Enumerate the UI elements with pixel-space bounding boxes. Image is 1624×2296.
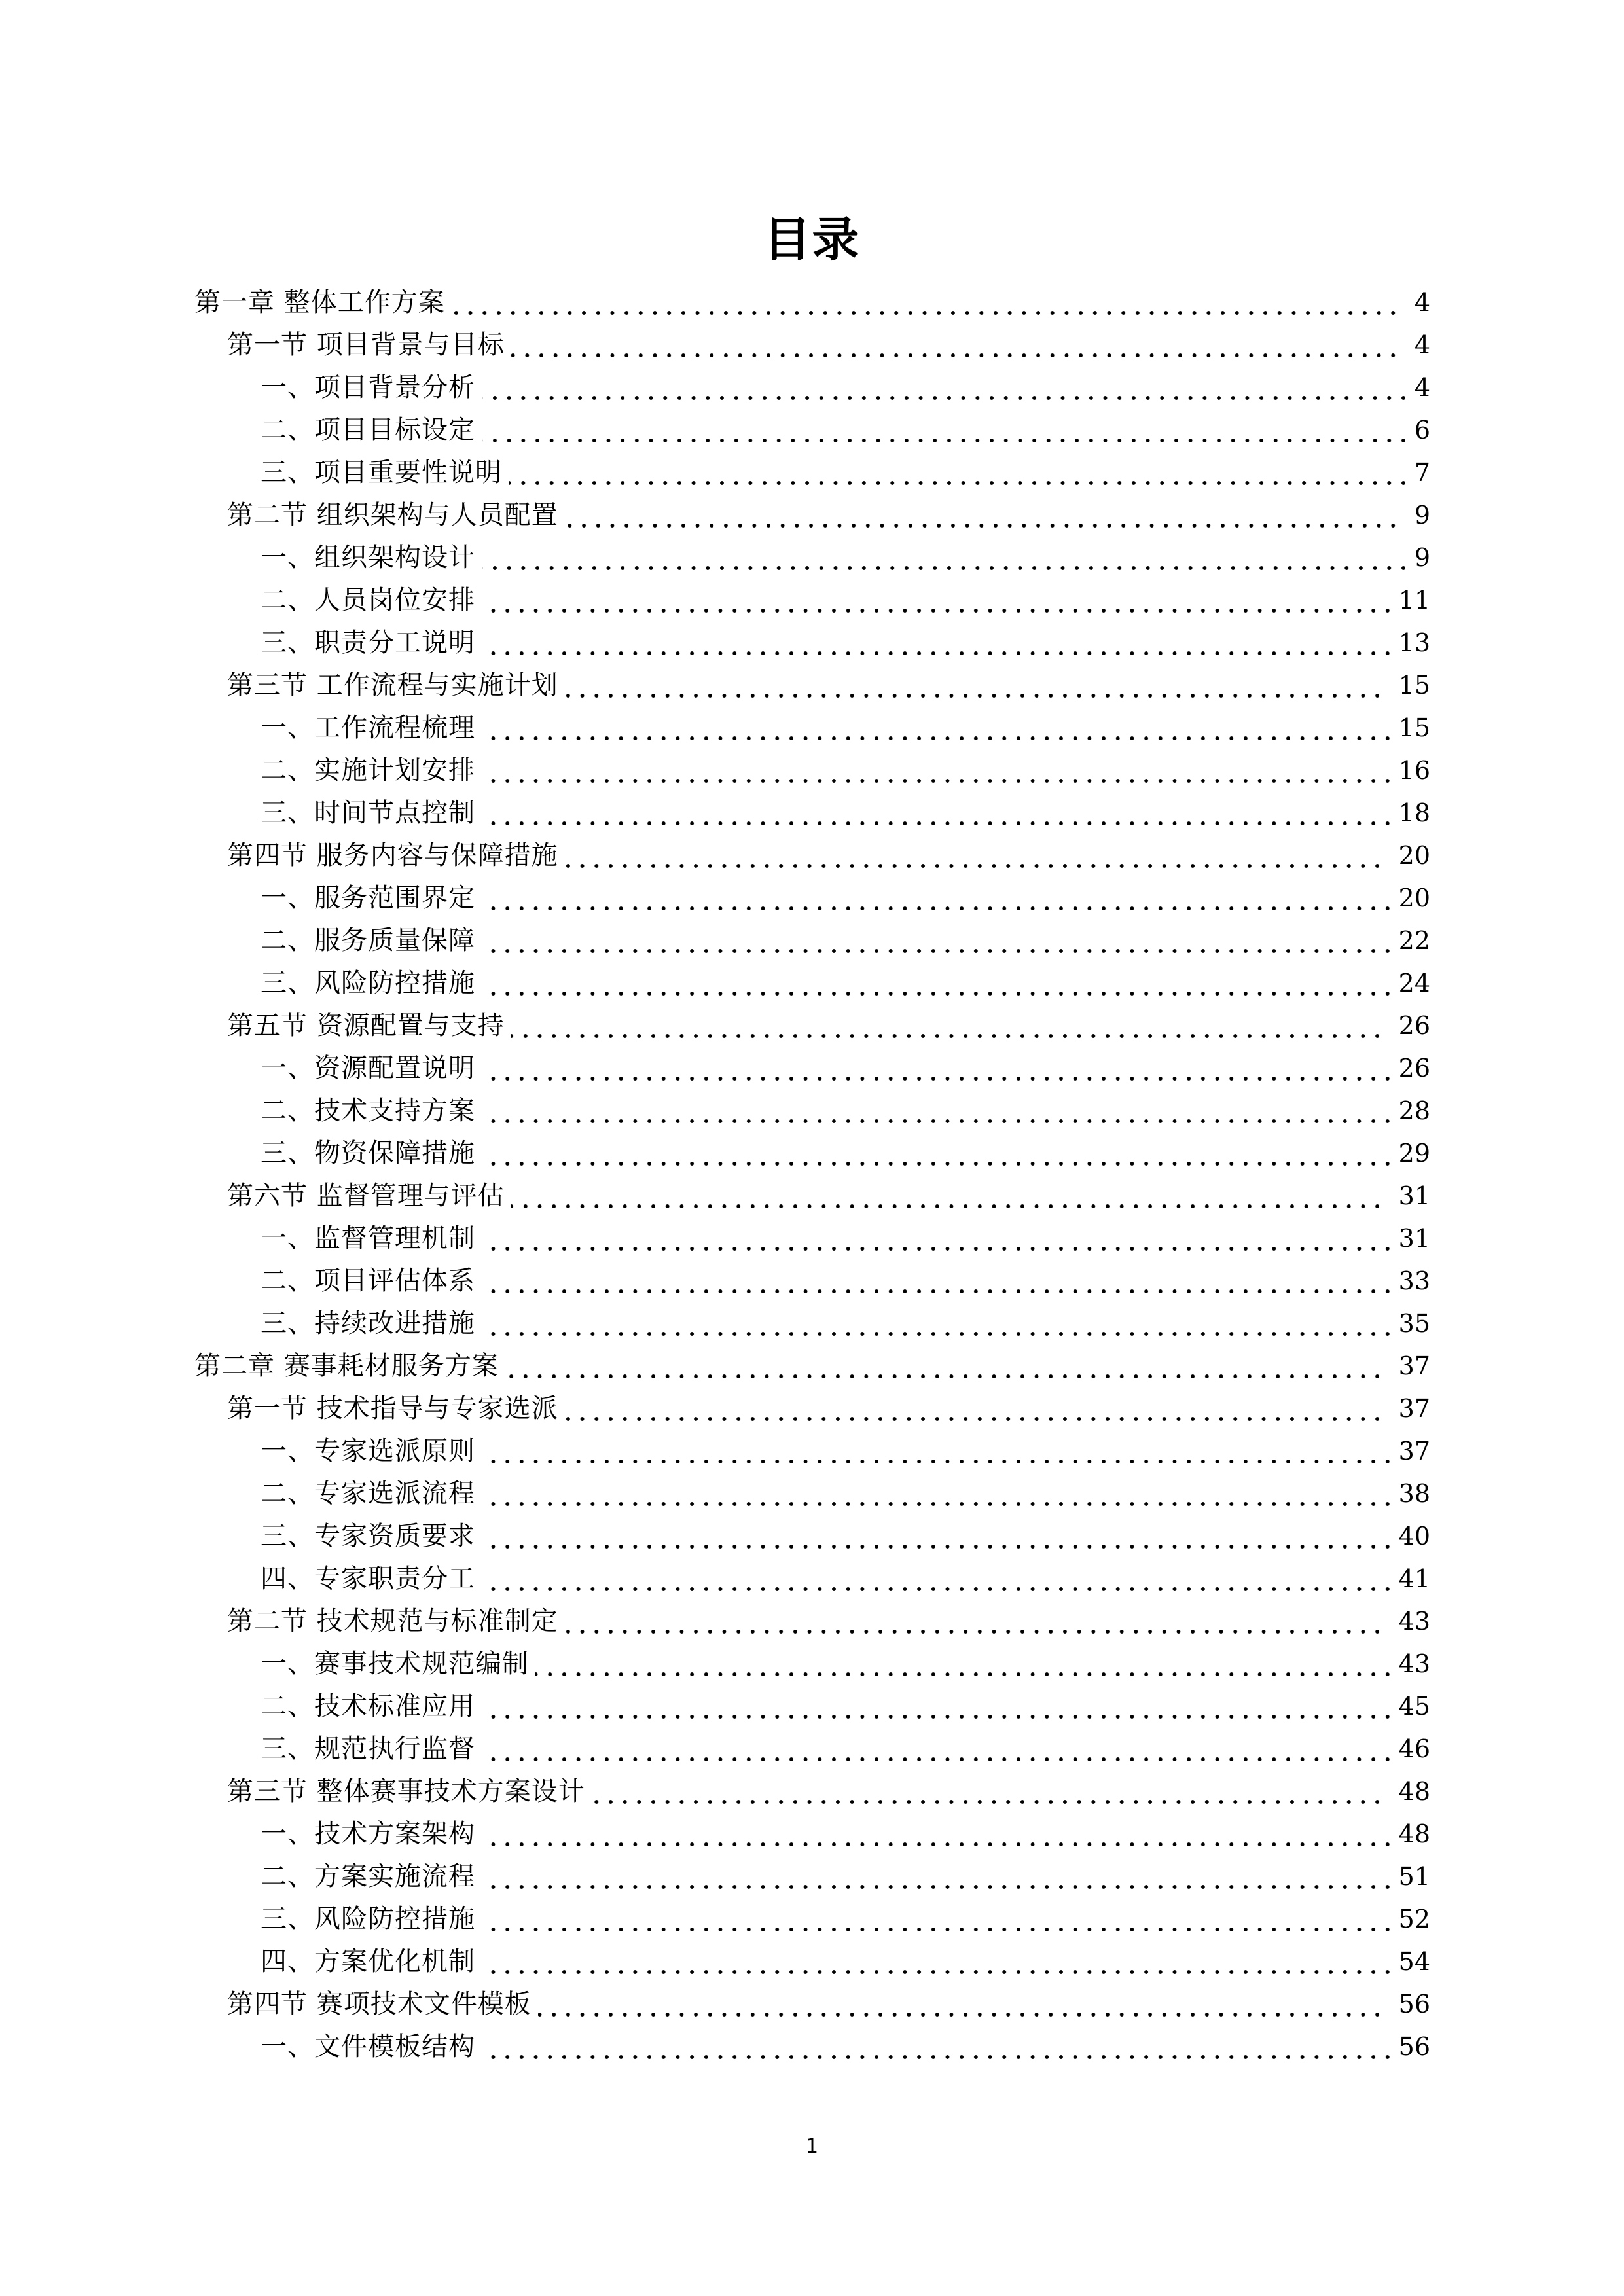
dot-leader — [592, 1770, 1384, 1813]
dot-leader — [482, 622, 1395, 664]
toc-subsection-entry[interactable] — [261, 1813, 1430, 1856]
toc-entry-page-number: 43 — [1398, 1649, 1430, 1678]
toc-entry-page-number: 48 — [1398, 1776, 1430, 1806]
toc-subsection-entry[interactable] — [261, 1132, 1430, 1175]
toc-subsection-entry[interactable] — [261, 1260, 1430, 1302]
dot-leader — [482, 1217, 1395, 1260]
toc-section-entry[interactable] — [227, 1388, 1430, 1430]
toc-subsection-entry[interactable] — [261, 409, 1430, 452]
toc-subsection-entry[interactable] — [261, 1558, 1430, 1600]
toc-entry-page-number: 46 — [1398, 1734, 1430, 1763]
toc-entry-page-number: 54 — [1398, 1946, 1430, 1976]
toc-section-entry[interactable] — [227, 1770, 1430, 1813]
toc-entry-page-number: 20 — [1398, 883, 1430, 912]
toc-entry-label: 二、项目目标设定 — [261, 414, 475, 445]
toc-entry-page-number: 20 — [1398, 840, 1430, 870]
toc-subsection-entry[interactable] — [261, 1430, 1430, 1473]
toc-subsection-entry[interactable] — [261, 1515, 1430, 1558]
toc-subsection-entry[interactable] — [261, 1898, 1430, 1941]
toc-section-entry[interactable] — [227, 664, 1430, 707]
toc-entry-label: 一、组织架构设计 — [261, 542, 475, 573]
toc-subsection-entry[interactable] — [261, 1643, 1430, 1685]
dot-leader — [482, 1090, 1395, 1132]
toc-entry-page-number: 29 — [1398, 1138, 1430, 1168]
dot-leader — [482, 1047, 1395, 1090]
toc-entry-label: 一、专家选派原则 — [261, 1435, 475, 1466]
toc-entry-page-number: 26 — [1398, 1011, 1430, 1040]
toc-entry-label: 二、方案实施流程 — [261, 1861, 475, 1892]
toc-subsection-entry[interactable] — [261, 1685, 1430, 1728]
toc-subsection-entry[interactable] — [261, 1090, 1430, 1132]
dot-leader — [565, 664, 1384, 707]
toc-entry-label: 第一节 技术指导与专家选派 — [227, 1393, 558, 1424]
toc-section-entry[interactable] — [227, 1175, 1430, 1217]
dot-leader — [482, 1558, 1395, 1600]
toc-entry-page-number: 33 — [1398, 1266, 1430, 1295]
dot-leader — [565, 1388, 1384, 1430]
toc-entry-page-number: 48 — [1398, 1819, 1430, 1848]
toc-entry-label: 三、专家资质要求 — [261, 1520, 475, 1551]
toc-entry-label: 一、项目背景分析 — [261, 372, 475, 403]
toc-section-entry[interactable] — [227, 324, 1430, 367]
dot-leader — [482, 792, 1395, 834]
dot-leader — [482, 877, 1395, 920]
toc-entry-label: 第六节 监督管理与评估 — [227, 1180, 505, 1211]
toc-entry-label: 二、服务质量保障 — [261, 925, 475, 956]
dot-leader — [565, 1600, 1384, 1643]
toc-subsection-entry[interactable] — [261, 749, 1430, 792]
toc-entry-page-number: 41 — [1398, 1564, 1430, 1593]
page-number-footer: 1 — [805, 2135, 819, 2158]
toc-entry-label: 第二节 组织架构与人员配置 — [227, 499, 558, 530]
toc-entry-page-number: 4 — [1414, 330, 1430, 359]
toc-entry-page-number: 37 — [1398, 1436, 1430, 1465]
dot-leader — [482, 1898, 1395, 1941]
toc-entry-label: 四、专家职责分工 — [261, 1563, 475, 1594]
toc-entry-page-number: 22 — [1398, 925, 1430, 955]
toc-entry-label: 二、技术标准应用 — [261, 1691, 475, 1721]
dot-leader — [482, 707, 1395, 749]
dot-leader — [511, 1175, 1384, 1217]
toc-entry-label: 第四节 赛项技术文件模板 — [227, 1988, 532, 2019]
toc-section-entry[interactable] — [227, 1983, 1430, 2026]
toc-subsection-entry[interactable] — [261, 452, 1430, 494]
dot-leader — [482, 1685, 1395, 1728]
toc-entry-page-number: 35 — [1398, 1308, 1430, 1338]
toc-entry-page-number: 16 — [1398, 755, 1430, 785]
toc-entry-label: 第一节 项目背景与目标 — [227, 329, 505, 360]
dot-leader — [565, 834, 1384, 877]
toc-subsection-entry[interactable] — [261, 920, 1430, 962]
toc-subsection-entry[interactable] — [261, 1302, 1430, 1345]
toc-entry-page-number: 26 — [1398, 1053, 1430, 1083]
dot-leader — [509, 452, 1411, 494]
dot-leader — [482, 1813, 1395, 1856]
dot-leader — [482, 920, 1395, 962]
toc-entry-page-number: 24 — [1398, 968, 1430, 997]
dot-leader — [482, 1260, 1395, 1302]
toc-entry-label: 二、专家选派流程 — [261, 1478, 475, 1509]
toc-entry-label: 一、资源配置说明 — [261, 1052, 475, 1083]
toc-entry-label: 第三节 工作流程与实施计划 — [227, 670, 558, 700]
toc-entry-page-number: 38 — [1398, 1479, 1430, 1508]
dot-leader — [538, 1983, 1384, 2026]
toc-chapter-entry[interactable] — [194, 281, 1430, 324]
toc-entry-label: 四、方案优化机制 — [261, 1946, 475, 1977]
toc-entry-label: 三、持续改进措施 — [261, 1308, 475, 1338]
toc-entry-label: 一、服务范围界定 — [261, 882, 475, 913]
toc-entry-label: 第三节 整体赛事技术方案设计 — [227, 1776, 585, 1806]
toc-subsection-entry[interactable] — [261, 1473, 1430, 1515]
dot-leader — [482, 1473, 1395, 1515]
dot-leader — [482, 2026, 1395, 2068]
toc-entry-page-number: 43 — [1398, 1606, 1430, 1636]
dot-leader — [482, 1728, 1395, 1770]
toc-subsection-entry[interactable] — [261, 877, 1430, 920]
toc-subsection-entry[interactable] — [261, 1856, 1430, 1898]
toc-entry-label: 第一章 整体工作方案 — [194, 287, 445, 317]
toc-title: 目录 — [763, 211, 861, 267]
toc-entry-label: 一、赛事技术规范编制 — [261, 1648, 529, 1679]
toc-entry-page-number: 56 — [1398, 2032, 1430, 2061]
toc-entry-label: 三、时间节点控制 — [261, 797, 475, 828]
toc-entry-page-number: 7 — [1414, 457, 1430, 487]
toc-entry-label: 一、技术方案架构 — [261, 1818, 475, 1849]
toc-entry-label: 二、实施计划安排 — [261, 755, 475, 785]
dot-leader — [482, 1856, 1395, 1898]
toc-entry-page-number: 51 — [1398, 1861, 1430, 1891]
toc-entry-label: 第二章 赛事耗材服务方案 — [194, 1350, 499, 1381]
toc-entry-page-number: 40 — [1398, 1521, 1430, 1551]
toc-subsection-entry[interactable] — [261, 622, 1430, 664]
toc-entry-label: 一、工作流程梳理 — [261, 712, 475, 743]
toc-entry-page-number: 6 — [1414, 415, 1430, 444]
toc-subsection-entry[interactable] — [261, 792, 1430, 834]
dot-leader — [482, 1430, 1395, 1473]
dot-leader — [565, 494, 1400, 537]
toc-entry-label: 三、项目重要性说明 — [261, 457, 502, 488]
toc-entry-label: 三、物资保障措施 — [261, 1138, 475, 1168]
dot-leader — [482, 962, 1395, 1005]
toc-section-entry[interactable] — [227, 1005, 1430, 1047]
toc-entry-label: 二、项目评估体系 — [261, 1265, 475, 1296]
toc-subsection-entry[interactable] — [261, 537, 1430, 579]
toc-entry-label: 三、风险防控措施 — [261, 1903, 475, 1934]
toc-subsection-entry[interactable] — [261, 1047, 1430, 1090]
toc-entry-label: 三、规范执行监督 — [261, 1733, 475, 1764]
dot-leader — [452, 281, 1400, 324]
toc-entry-label: 二、人员岗位安排 — [261, 584, 475, 615]
toc-subsection-entry[interactable] — [261, 707, 1430, 749]
toc-section-entry[interactable] — [227, 1600, 1430, 1643]
toc-chapter-entry[interactable] — [194, 1345, 1430, 1388]
toc-entry-page-number: 4 — [1414, 287, 1430, 317]
toc-subsection-entry[interactable] — [261, 579, 1430, 622]
dot-leader — [482, 1941, 1395, 1983]
toc-subsection-entry[interactable] — [261, 2026, 1430, 2068]
toc-entry-page-number: 15 — [1398, 713, 1430, 742]
toc-entry-page-number: 11 — [1398, 585, 1430, 615]
toc-entry-page-number: 31 — [1398, 1181, 1430, 1210]
dot-leader — [482, 1302, 1395, 1345]
toc-entry-page-number: 37 — [1398, 1351, 1430, 1380]
dot-leader — [482, 409, 1411, 452]
toc-subsection-entry[interactable] — [261, 962, 1430, 1005]
toc-entry-label: 第五节 资源配置与支持 — [227, 1010, 505, 1041]
dot-leader — [505, 1345, 1384, 1388]
toc-entry-page-number: 13 — [1398, 628, 1430, 657]
toc-entry-page-number: 9 — [1414, 543, 1430, 572]
toc-entry-label: 第四节 服务内容与保障措施 — [227, 840, 558, 870]
toc-entry-page-number: 52 — [1398, 1904, 1430, 1933]
toc-entry-label: 一、监督管理机制 — [261, 1223, 475, 1253]
toc-entry-label: 第二节 技术规范与标准制定 — [227, 1605, 558, 1636]
toc-entry-label: 一、文件模板结构 — [261, 2031, 475, 2062]
toc-entry-page-number: 56 — [1398, 1989, 1430, 2018]
toc-entry-page-number: 15 — [1398, 670, 1430, 700]
toc-subsection-entry[interactable] — [261, 1217, 1430, 1260]
toc-entry-page-number: 18 — [1398, 798, 1430, 827]
toc-entry-label: 二、技术支持方案 — [261, 1095, 475, 1126]
toc-entry-page-number: 9 — [1414, 500, 1430, 529]
toc-subsection-entry[interactable] — [261, 1728, 1430, 1770]
dot-leader — [482, 367, 1411, 409]
toc-entry-page-number: 31 — [1398, 1223, 1430, 1253]
dot-leader — [482, 579, 1395, 622]
dot-leader — [482, 1132, 1395, 1175]
toc-entry-page-number: 37 — [1398, 1393, 1430, 1423]
toc-entry-label: 三、职责分工说明 — [261, 627, 475, 658]
toc-entry-page-number: 28 — [1398, 1096, 1430, 1125]
toc-entry-page-number: 45 — [1398, 1691, 1430, 1721]
toc-entry-page-number: 4 — [1414, 372, 1430, 402]
toc-subsection-entry[interactable] — [261, 367, 1430, 409]
toc-section-entry[interactable] — [227, 834, 1430, 877]
toc-entry-label: 三、风险防控措施 — [261, 967, 475, 998]
toc-subsection-entry[interactable] — [261, 1941, 1430, 1983]
dot-leader — [482, 749, 1395, 792]
dot-leader — [511, 324, 1400, 367]
dot-leader — [511, 1005, 1384, 1047]
toc-section-entry[interactable] — [227, 494, 1430, 537]
dot-leader — [535, 1643, 1395, 1685]
dot-leader — [482, 537, 1411, 579]
dot-leader — [482, 1515, 1395, 1558]
